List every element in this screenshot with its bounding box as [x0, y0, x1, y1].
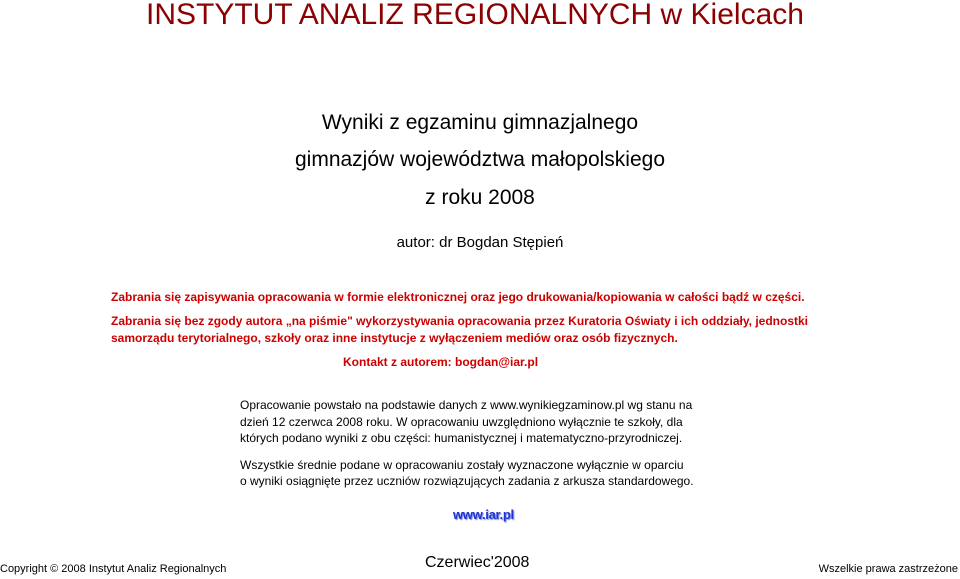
footer-date: Czerwiec'2008 — [425, 554, 530, 571]
info-line-3: których podano wyniki z obu części: humanistycznej i matematyczno-przyrodniczej. — [240, 431, 683, 445]
page-title: INSTYTUT ANALIZ REGIONALNYCH w Kielcach — [146, 0, 804, 31]
footer-rights: Wszelkie prawa zastrzeżone — [818, 563, 958, 575]
author-line: autor: dr Bogdan Stępień — [396, 234, 564, 251]
copyright-notice-line-3: samorządu terytorialnego, szkoły oraz inne instytucje z wyłączeniem mediów oraz osób fizycznych. — [111, 331, 678, 345]
subtitle-line-1: Wyniki z egzaminu gimnazjalnego — [321, 111, 639, 134]
info-line-1: Opracowanie powstało na podstawie danych z www.wynikiegzaminow.pl wg stanu na — [240, 398, 693, 412]
copyright-notice-line-2: Zabrania się bez zgody autora „na piśmie" wykorzystywania opracowania przez Kuratoria Oświaty i ich oddziały, jednostki — [111, 314, 808, 328]
footer-copyright: Copyright © 2008 Instytut Analiz Regionalnych — [0, 563, 227, 575]
contact-line: Kontakt z autorem: bogdan@iar.pl — [343, 355, 539, 369]
subtitle-line-3: z roku 2008 — [425, 186, 535, 209]
info-line-4: Wszystkie średnie podane w opracowaniu zostały wyznaczone wyłącznie w oparciu — [240, 458, 684, 472]
site-logo[interactable]: www.iar.pl — [453, 507, 514, 522]
subtitle-line-2: gimnazjów województwa małopolskiego — [294, 148, 665, 171]
info-line-2: dzień 12 czerwca 2008 roku. W opracowaniu uwzględniono wyłącznie te szkoły, dla — [240, 415, 683, 429]
info-line-5: o wyniki osiągnięte przez uczniów rozwiązujących zadania z arkusza standardowego. — [240, 474, 694, 488]
copyright-notice-line-1: Zabrania się zapisywania opracowania w formie elektronicznej oraz jego drukowania/kopiowania w całości bądź w części. — [111, 290, 805, 304]
